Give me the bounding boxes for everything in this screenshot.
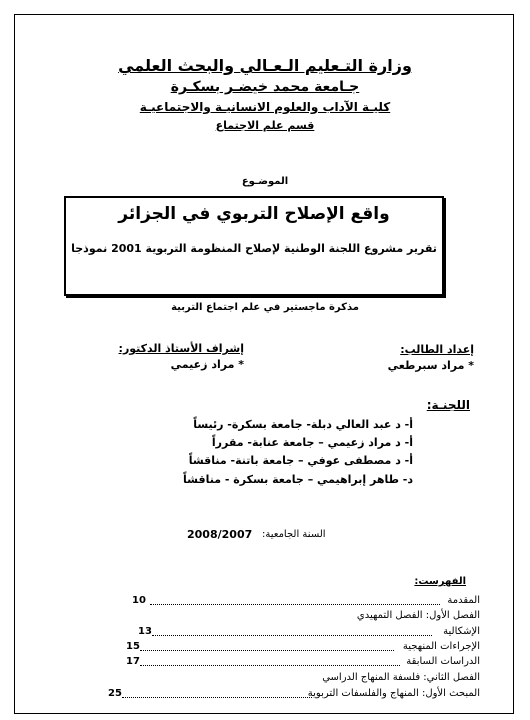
toc-row <box>100 610 480 622</box>
toc-label: المبحث الأول: المنهاج والفلسفات التربوية <box>307 688 480 699</box>
toc-row <box>100 595 480 607</box>
student-label: إعداد الطالب: <box>400 343 474 356</box>
thesis-subtitle: تقرير مشروع اللجنة الوطنية لإصلاح المنظومة التربوية 2001 نموذجا <box>71 242 437 255</box>
student-name: * مراد سبرطعي <box>387 359 474 372</box>
toc-label: الفصل الثاني: فلسفة المنهاج الدراسي <box>322 672 480 683</box>
toc-row <box>100 656 480 668</box>
toc-leader <box>140 656 400 666</box>
committee-label: اللجنـة: <box>426 398 470 412</box>
toc-leader <box>152 626 432 636</box>
supervisor-name: * مراد زعيمي <box>170 358 244 371</box>
toc-page: 15 <box>126 641 140 652</box>
committee-member: أ- د مراد زعيمي – جامعة عنابة- مقرراً <box>211 436 413 449</box>
toc-row <box>100 626 480 638</box>
toc-page: 25 <box>108 688 122 699</box>
toc-page: 10 <box>132 595 146 606</box>
toc-page: 13 <box>138 626 152 637</box>
ministry-name: وزارة التـعليم الـعـالي والبحث العلمي <box>118 56 412 75</box>
thesis-title: واقع الإصلاح التربوي في الجزائر <box>118 204 390 224</box>
toc-heading: الفهرست: <box>414 576 466 587</box>
toc-leader <box>150 595 440 605</box>
toc-label: الفصل الأول: الفصل التمهيدي <box>356 610 480 621</box>
toc-label: الدراسات السابقة <box>406 656 480 667</box>
toc-leader <box>122 688 312 698</box>
toc-row <box>100 641 480 653</box>
toc-label: الإشكالية <box>443 626 480 637</box>
title-box <box>64 196 444 296</box>
toc-leader <box>140 641 394 651</box>
toc-row <box>100 688 480 700</box>
committee-member: د- طاهر إبراهيمي – جامعة بسكرة - مناقشاً <box>183 473 413 486</box>
committee-member: أ- د عبد العالي دبلة- جامعة بسكرة- رئيساً <box>193 418 413 431</box>
toc-row <box>100 672 480 684</box>
academic-year-value: 2008/2007 <box>187 528 253 541</box>
supervisor-label: إشراف الأستاذ الدكتور: <box>118 342 244 355</box>
subject-label: الموضـوع <box>241 176 289 187</box>
toc-page: 17 <box>126 656 140 667</box>
university-name: جـامعة محمد خيضـر بسكـرة <box>170 79 360 95</box>
faculty-name: كليـة الآداب والعلوم الانسانيـة والاجتماعيـة <box>139 100 391 114</box>
toc-label: الإجراءات المنهجية <box>402 641 480 652</box>
thesis-type: مذكرة ماجستير في علم اجتماع التربية <box>171 302 359 313</box>
department-name: قسم علم الاجتماع <box>215 119 315 132</box>
academic-year-label: السنة الجامعية: <box>262 529 326 540</box>
committee-member: أ- د مصطفى عوفي – جامعة باتنة- مناقشاً <box>188 454 413 467</box>
toc-label: المقدمة <box>447 595 480 606</box>
